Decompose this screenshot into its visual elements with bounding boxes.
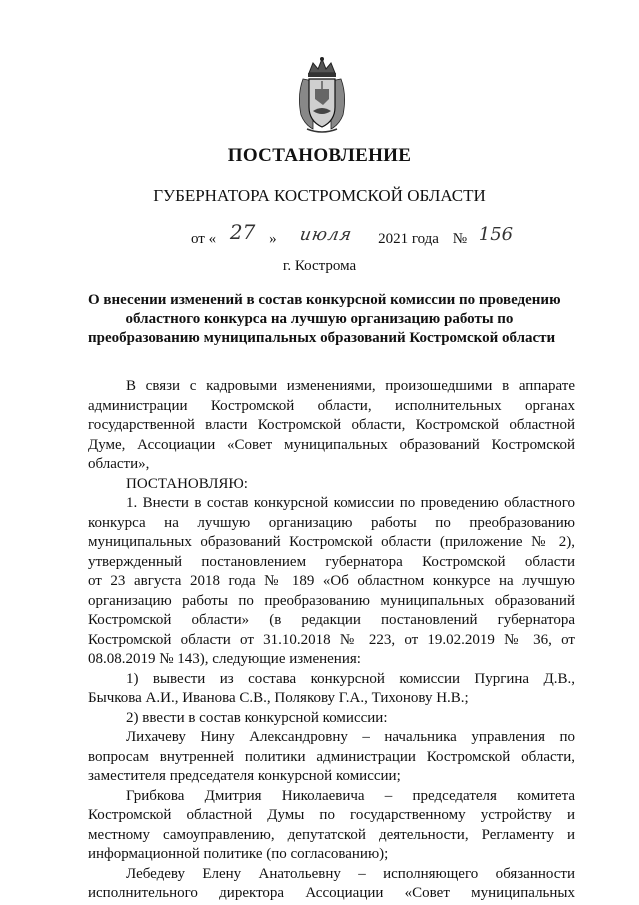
body-line: области», [88,456,150,472]
handwritten-month: июля [298,225,355,245]
date-prefix: от « [191,231,217,247]
handwritten-day: 27 [229,220,256,244]
body-line: муниципальных образований Костромской области (приложение № 2), [88,534,575,550]
body-line: В связи с кадровыми изменениями, произошедшими в аппарате [126,378,575,394]
heading-line: областного конкурса на лучшую организацию работы по [125,311,514,327]
document-issuer: ГУБЕРНАТОРА КОСТРОМСКОЙ ОБЛАСТИ [153,186,486,205]
body-line: ПОСТАНОВЛЯЮ: [126,475,248,492]
document-body [88,377,575,904]
heading-line: преобразованию муниципальных образований Костромской области [88,330,556,346]
date-line [191,220,514,248]
heading-line: О внесении изменений в состав конкурсной комиссии по проведению [88,292,561,308]
body-line: Костромской области от 31.10.2018 № 223, от 19.02.2019 № 36, от [88,631,575,648]
body-line: заместителя председателя конкурсной комиссии; [88,768,401,784]
body-line: от 23 августа 2018 года № 189 «Об областном конкурсе на лучшую [88,573,575,589]
body-line: 1. Внести в состав конкурсной комиссии по проведению областного [126,495,575,511]
city: г. Кострома [282,258,357,274]
body-line: организацию работы по преобразованию муниципальных образований [88,592,575,609]
body-line: местному самоуправлению, депутатской деятельности, Регламенту и [88,826,575,843]
body-line: 2) ввести в состав конкурсной комиссии: [126,709,388,726]
body-line: государственной власти Костромской области, Костромской областной [88,417,575,433]
body-line: Лихачеву Нину Александровну – начальника управления по [126,729,575,745]
coat-of-arms-icon [293,55,351,135]
body-line: информационной политике (по согласованию); [88,846,389,862]
body-line: 1) вывести из состава конкурсной комиссии Пургина Д.В., [126,670,575,687]
body-line: утвержденный постановлением губернатора Костромской области [88,553,575,570]
number-sign: № [452,231,468,247]
body-line: Лебедеву Елену Анатольевну – исполняющего обязанности [126,865,575,882]
body-line: Костромской областной Думы по государственному устройству и [88,807,575,823]
body-line: Думе, Ассоциации «Совет муниципальных образований Костромской [88,436,575,453]
date-year: 2021 года [378,231,439,247]
body-line: вопросам внутренней политики администрации Костромской области, [88,748,575,765]
handwritten-number: 156 [478,224,514,245]
body-line: Костромской области» (в редакции постановлений губернатора [88,612,575,628]
date-close-quote: » [269,231,277,247]
body-line: исполнительного директора Ассоциации «Совет муниципальных [88,885,575,901]
body-line: Бычкова А.И., Иванова С.В., Полякову Г.А., Тихонову Н.В.; [88,690,469,706]
body-line: Грибкова Дмитрия Николаевича – председателя комитета [126,787,575,804]
document-title: ПОСТАНОВЛЕНИЕ [227,145,412,166]
body-line: администрации Костромской области, исполнительных органах [88,397,575,414]
body-line: конкурса на лучшую организацию работы по преобразованию [88,514,575,531]
document-heading [88,291,561,348]
body-line: 08.08.2019 № 143), следующие изменения: [88,651,361,667]
